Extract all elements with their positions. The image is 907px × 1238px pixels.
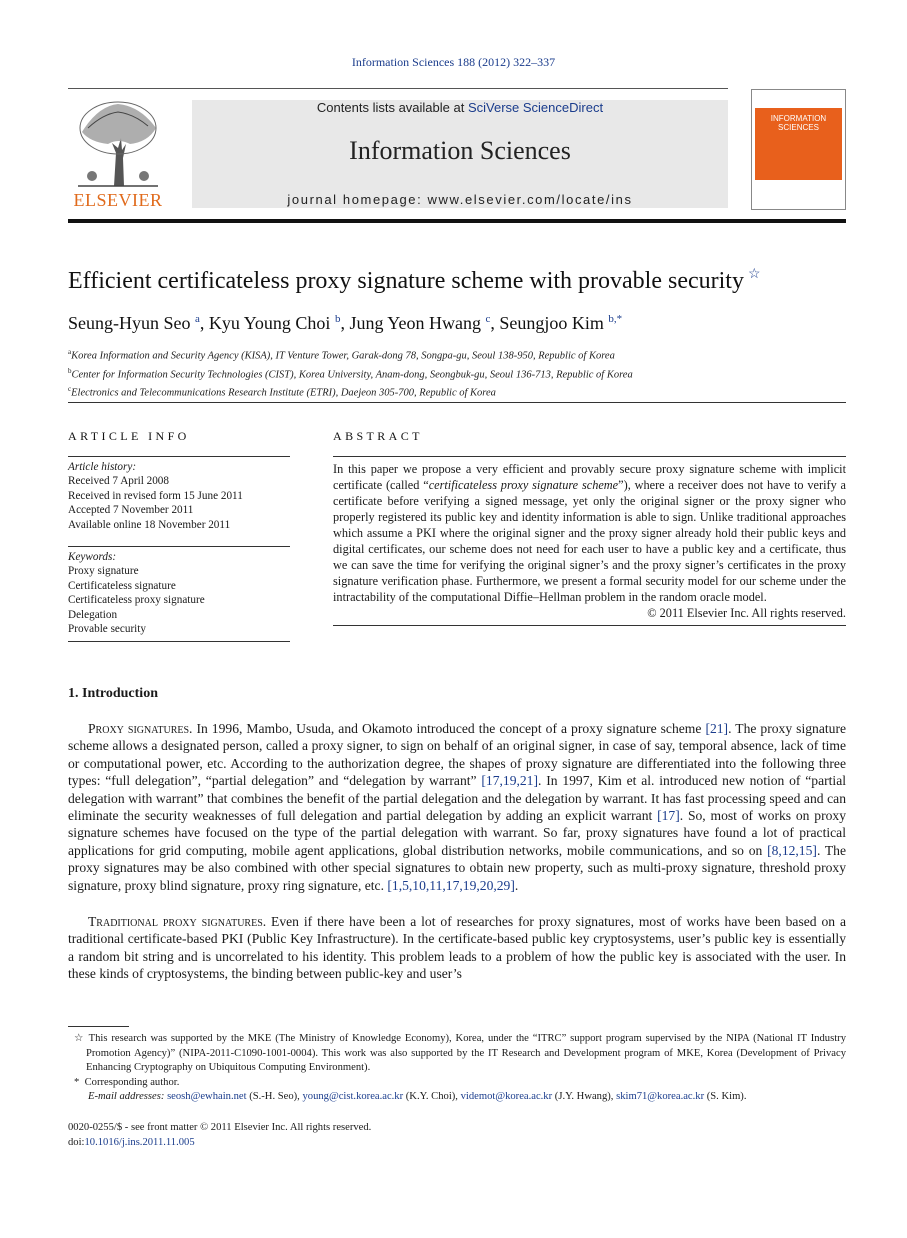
title-footnote-mark[interactable]: ☆ (747, 267, 761, 282)
footnote-text: This research was supported by the MKE (The Ministry of Knowledge Economy), Korea, under the “ITRC” support program supervised by the NIPA (National IT Industry Promotion Agency)” (NIPA-2011-C1090-1001-0004). This work was also supported by the IT Research and Development program of MKE, Korea (Development of Privacy Enhancing Cryptography on Ubiquitous Computing Environment). (86, 1033, 846, 1074)
sciencedirect-link[interactable]: SciVerse ScienceDirect (467, 100, 604, 115)
abstract-heading: ABSTRACT (333, 429, 423, 443)
history-item: Accepted 7 November 2011 (68, 504, 194, 517)
author-affiliation-mark[interactable]: a (195, 313, 200, 325)
footnote-text: Corresponding author. (84, 1076, 180, 1088)
body-text: . In 1997, Kim et al. introduced new notion of “partial delegation with warrant” that combines the benefit of the partial delegation and the delegation by warrant. It has fast processing speed and can eliminate the security weaknesses of full delegation and partial delegation by adding an explicit warrant (68, 773, 847, 824)
article-history (68, 460, 290, 532)
corresponding-footnote (68, 1076, 846, 1091)
abstract-bottom-rule (333, 625, 846, 626)
elsevier-tree-icon (68, 98, 168, 188)
affiliation-mark: a (68, 348, 72, 356)
author-affiliation-mark[interactable]: c (485, 313, 491, 325)
article-info-bottom-rule (68, 641, 290, 642)
email-owner: (S. Kim). (704, 1091, 747, 1103)
page-footer (68, 1121, 371, 1150)
intro-paragraph-2 (68, 913, 846, 983)
cover-orange-band (755, 108, 842, 180)
footnote-mark: ☆ (74, 1033, 85, 1044)
contents-line (192, 100, 728, 115)
abstract-copyright: © 2011 Elsevier Inc. All rights reserved. (647, 606, 846, 620)
affiliation-text: Korea Information and Security Agency (KISA), IT Venture Tower, Garak-dong 78, Songpa-gu, Seoul 138-950, Republic of Korea (71, 350, 615, 362)
paper-title (68, 268, 761, 295)
citation-link[interactable]: [17] (657, 808, 680, 824)
abstract-text-part: In this paper we propose a very efficient and provably secure proxy signature scheme with implicit certificate (called “ (333, 462, 846, 492)
body-text: . The proxy signature scheme allows a designated person, called a proxy signer, to sign on behalf of an original signer, in case of say, temporal absence, lack of time or computational power, etc. According to the authorization degree, the shapes of proxy signature are differentiated into the following three types: “full delegation”, “partial delegation” and “delegation by warrant” (68, 721, 846, 789)
keyword-item: Certificateless signature (68, 579, 176, 592)
author-list: Seung-Hyun Seo $^a$, Kyu Young Choi $^b$, Jung Yeon Hwang $^c$, Seungjoo Kim $^{b,*}$ (68, 313, 623, 333)
body-text: . So, most of works on proxy signature schemes have focused on the type of the partial delegation with warrant. So far, proxy signatures have found a lot of practical applications for grid computing, mobile agent applications, global distribution networks, mobile communications, and so on (68, 808, 846, 858)
email-label: E-mail addresses: (88, 1091, 165, 1103)
email-link[interactable]: seosh@ewhain.net (167, 1091, 247, 1103)
funding-footnote (68, 1032, 846, 1076)
body-text: In 1996, Mambo, Usuda, and Okamoto introduced the concept of a proxy signature scheme (192, 721, 706, 736)
email-owner: (K.Y. Choi), (403, 1091, 461, 1103)
author-name[interactable]: Jung Yeon Hwang (349, 313, 481, 333)
keyword-item: Delegation (68, 608, 118, 621)
email-link[interactable]: young@cist.korea.ac.kr (302, 1091, 404, 1103)
article-info-column (68, 429, 290, 642)
abstract-column (333, 429, 846, 626)
intro-paragraph-1 (68, 720, 846, 894)
history-item: Received 7 April 2008 (68, 475, 169, 488)
email-owner: (S.-H. Seo), (246, 1091, 303, 1103)
abstract-top-rule (333, 456, 846, 457)
cover-top-strip (755, 93, 842, 107)
section-heading-introduction: 1. Introduction (68, 686, 158, 701)
keyword-item: Certificateless proxy signature (68, 594, 205, 607)
contents-prefix: Contents lists available at (316, 100, 468, 115)
cover-title: INFORMATION SCIENCES (770, 114, 827, 132)
keywords-label: Keywords: (68, 551, 117, 564)
header-thick-rule (68, 219, 846, 223)
email-owner: (J.Y. Hwang), (552, 1091, 617, 1103)
elsevier-logo[interactable] (68, 98, 168, 210)
paragraph-lead: Proxy signatures. (88, 721, 193, 736)
keyword-item: Proxy signature (68, 565, 139, 578)
journal-cover-thumbnail[interactable] (751, 89, 846, 210)
paragraph-lead: Traditional proxy signatures. (88, 914, 267, 929)
keywords-rule (68, 546, 290, 547)
affiliation-text: Electronics and Telecommunications Research Institute (ETRI), Daejeon 305-700, Republic of Korea (71, 387, 496, 399)
footnote-mark: * (74, 1076, 80, 1088)
affiliation-text: Center for Information Security Technologies (CIST), Korea University, Anam-dong, Seongbuk-gu, Seoul 136-713, Republic of Korea (71, 369, 633, 380)
abstract-body (333, 461, 846, 605)
email-link[interactable]: videmot@korea.ac.kr (460, 1091, 553, 1103)
body-text: Even if there have been a lot of researches for proxy signatures, most of works have been based on a traditional certificate-based PKI (Public Key Infrastructure). In the certificate-based public key cryptosystems, user’s public key is essentially a random bit string and is uncorrelated to his identity. This problem leads to a problem of how the public key is associated with the user. In these kinds of cryptosystems, the binding between public-key and user’s (68, 914, 846, 982)
author-name[interactable]: Kyu Young Choi (208, 313, 331, 333)
email-link[interactable]: skim71@korea.ac.kr (616, 1091, 705, 1103)
author-name[interactable]: Seungjoo Kim (499, 313, 604, 333)
history-item: Available online 18 November 2011 (68, 518, 231, 531)
body-text: . The proxy signatures may be also combined with other special signatures to obtain new property, such as multi-proxy signature, threshold proxy signature, proxy blind signature, proxy ring signature, etc. (68, 842, 846, 893)
front-matter-rule (68, 402, 846, 403)
affiliation-mark: c (68, 385, 72, 393)
doi-label: doi: (68, 1136, 85, 1148)
keyword-item: Provable security (68, 623, 146, 636)
citation-link[interactable]: [8,12,15] (767, 842, 817, 858)
journal-name: Information Sciences (349, 136, 571, 165)
email-footnote (68, 1090, 846, 1105)
journal-citation-link[interactable]: Information Sciences 188 (2012) 322–337 (351, 55, 556, 69)
article-info-heading: ARTICLE INFO (68, 429, 190, 443)
journal-homepage[interactable]: journal homepage: www.elsevier.com/locate/ins (287, 192, 633, 207)
affiliation-mark: b (68, 366, 72, 375)
issn-line: 0020-0255/$ - see front matter © 2011 Elsevier Inc. All rights reserved. (68, 1122, 372, 1133)
footnote-rule (68, 1026, 129, 1027)
keywords (68, 550, 290, 636)
author-affiliation-mark[interactable]: b,* (608, 313, 623, 325)
affiliation-item (68, 382, 633, 401)
affiliation-item (68, 364, 633, 383)
affiliations (68, 345, 633, 401)
citation-link[interactable]: [1,5,10,11,17,19,20,29] (387, 877, 515, 893)
footnotes (68, 1032, 846, 1105)
author-name[interactable]: Seung-Hyun Seo (68, 313, 191, 333)
author-affiliation-mark[interactable]: b (334, 313, 341, 325)
abstract-italic-term: certificateless proxy signature scheme (428, 478, 619, 492)
doi-link[interactable]: 10.1016/j.ins.2011.11.005 (84, 1136, 195, 1148)
affiliation-item (68, 345, 633, 364)
journal-banner (192, 100, 728, 208)
article-info-rule (68, 456, 290, 457)
abstract-text-part: ”), where a receiver does not have to verify a certificate before verifying a signed message, yet only the original signer or the proxy signer who properly registered its public key and identity information is able to sign. Unlike traditional approaches which assume a PKI where the original signer and the proxy signer already hold their public keys and digital certificates, our scheme does not need for each user to have a public key and a certificate, thus we can save the time for verifying the original signer’s and the proxy signer’s certificates in the proxy signature verification phase. Furthermore, we present a formal security model for our scheme under the intractability of the computational Diffie–Hellman problem in the random oracle model. (333, 478, 847, 604)
history-item: Received in revised form 15 June 2011 (68, 489, 243, 502)
history-label: Article history: (68, 461, 137, 473)
citation-link[interactable]: [21] (705, 721, 729, 736)
body-text: . (514, 877, 519, 893)
paper-title-text: Efficient certificateless proxy signature scheme with provable security (68, 268, 744, 294)
header-top-rule (68, 88, 728, 89)
doi-line (68, 1136, 371, 1151)
elsevier-wordmark: ELSEVIER (73, 190, 163, 210)
citation-link[interactable]: [17,19,21] (481, 773, 539, 789)
